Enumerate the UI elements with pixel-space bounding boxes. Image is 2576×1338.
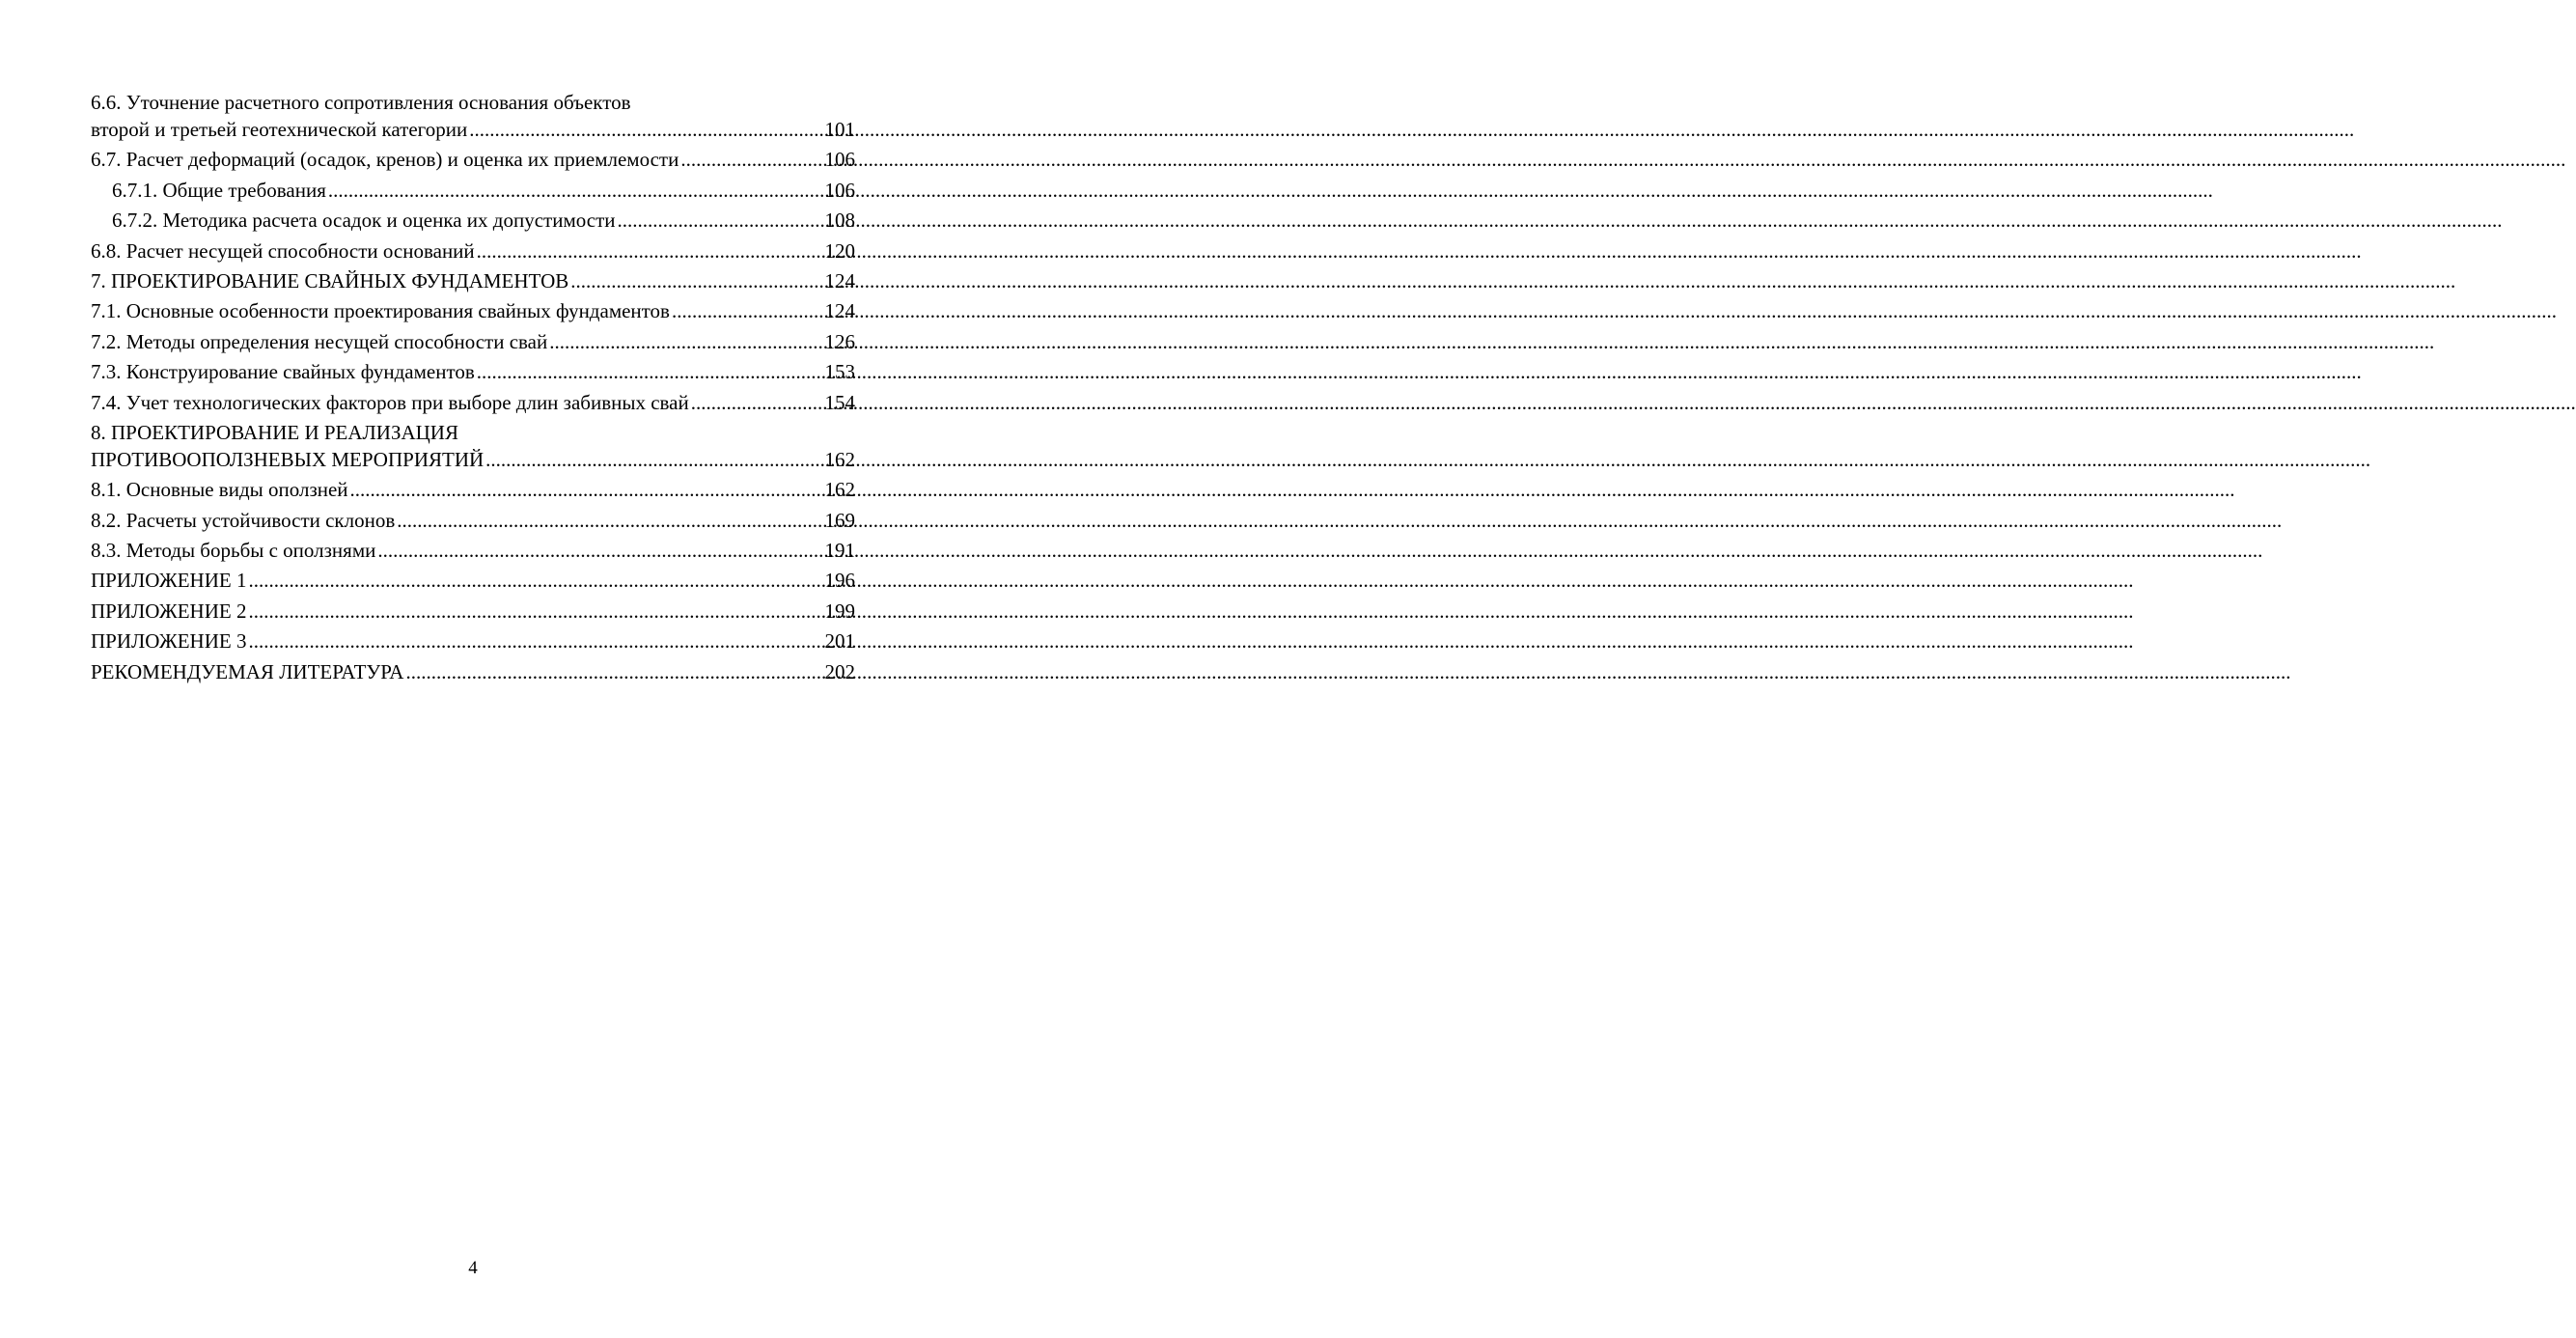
dot-leader [672,297,823,324]
toc-entry-page: 153 [824,360,855,384]
toc-entry-title: 6.7. Расчет деформаций (осадок, кренов) и оценка их приемлемости [91,148,679,172]
toc-entry-7-2 [91,328,855,355]
toc-entry-title: 8.3. Методы борьбы с оползнями [91,539,376,563]
toc-entry-title: 7.2. Методы определения несущей способности свай [91,329,548,353]
toc-entry-title: 7.4. Учет технологических факторов при выборе длин забивных свай [91,390,689,414]
dot-leader [405,658,822,685]
toc-entry-title: 7.3. Конструирование свайных фундаментов [91,360,475,384]
toc-entry-6-6 [91,89,855,143]
toc-entry-8 [91,419,855,473]
dot-leader [570,267,822,294]
toc-entry-title: 6.8. Расчет несущей способности оснований [91,238,475,263]
dot-leader [248,627,822,655]
toc-entry-title: ПРИЛОЖЕНИЕ 3 [91,629,247,654]
toc-entry-appendix-1 [91,567,855,594]
toc-entry-title: 8.1. Основные виды оползней [91,478,348,502]
dot-leader [680,146,822,173]
toc-entry-page: 124 [824,299,855,323]
toc-entry-page: 108 [824,209,855,233]
toc-entry-title: 8.2. Расчеты устойчивости склонов [91,508,396,532]
toc-entry-page: 191 [824,539,855,563]
toc-entry-page: 162 [824,478,855,502]
toc-entry-8-3 [91,537,855,564]
toc-entry-references [91,658,855,685]
table-of-contents [91,89,855,688]
toc-entry-title: РЕКОМЕНДУЕМАЯ ЛИТЕРАТУРА [91,659,404,683]
toc-entry-6-7 [91,146,855,173]
toc-entry-8-2 [91,507,855,534]
toc-entry-page: 120 [824,238,855,263]
toc-entry-title: ПРИЛОЖЕНИЕ 1 [91,569,247,593]
toc-entry-title: второй и третьей геотехнической категории [91,118,468,141]
toc-entry-title: 7.1. Основные особенности проектирования свайных фундаментов [91,299,670,323]
toc-entry-page: 126 [824,329,855,353]
toc-entry-6-7-1 [91,177,855,204]
toc-entry-appendix-2 [91,598,855,625]
toc-entry-8-1 [91,476,855,503]
dot-leader [618,207,823,234]
dot-leader [549,328,822,355]
toc-entry-page: 106 [824,148,855,172]
toc-entry-page: 124 [824,268,855,293]
toc-entry-title: 7. ПРОЕКТИРОВАНИЕ СВАЙНЫХ ФУНДАМЕНТОВ [91,268,569,293]
dot-leader [377,537,822,564]
toc-entry-page: 196 [824,569,855,593]
toc-entry-page: 101 [824,118,855,141]
dot-leader [469,116,822,143]
toc-entry-6-8 [91,237,855,265]
page-number: 4 [468,1258,478,1278]
dot-leader [485,446,822,473]
dot-leader [691,389,823,416]
toc-entry-page: 169 [824,508,855,532]
toc-entry-page: 201 [824,629,855,654]
toc-entry-appendix-3 [91,627,855,655]
toc-entry-7 [91,267,855,294]
dot-leader [328,177,823,204]
toc-entry-title-line-1: 6.6. Уточнение расчетного сопротивления основания объектов [91,91,631,114]
dot-leader [248,598,822,625]
toc-entry-7-1 [91,297,855,324]
toc-entry-title: ПРИЛОЖЕНИЕ 2 [91,599,247,623]
toc-entry-title: 6.7.1. Общие требования [112,178,326,202]
dot-leader [477,358,823,385]
toc-entry-7-4 [91,389,855,416]
toc-entry-6-7-2 [91,207,855,234]
dot-leader [248,567,822,594]
toc-entry-page: 154 [824,390,855,414]
toc-entry-title: ПРОТИВООПОЛЗНЕВЫХ МЕРОПРИЯТИЙ [91,447,485,471]
toc-entry-page: 106 [824,178,855,202]
toc-entry-7-3 [91,358,855,385]
toc-entry-title-line-1: 8. ПРОЕКТИРОВАНИЕ И РЕАЛИЗАЦИЯ [91,420,458,444]
toc-entry-page: 202 [824,659,855,683]
toc-entry-title: 6.7.2. Методика расчета осадок и оценка их допустимости [112,209,616,233]
dot-leader [477,237,823,265]
dot-leader [350,476,823,503]
dot-leader [397,507,822,534]
toc-entry-page: 162 [824,447,855,471]
toc-entry-page: 199 [824,599,855,623]
